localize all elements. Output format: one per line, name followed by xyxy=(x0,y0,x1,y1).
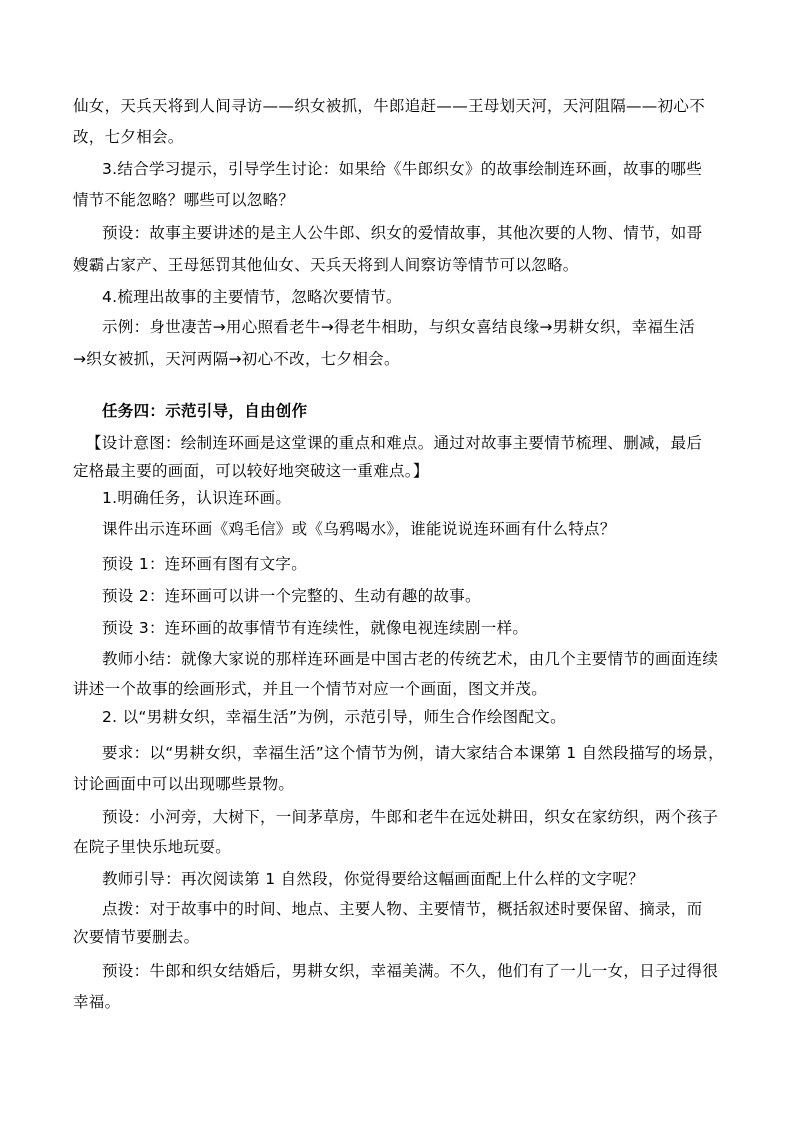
text-line-14: 课件出示连环画《鸡毛信》或《乌鸦喝水》，谁能说说连环画有什么特点？ xyxy=(102,520,616,538)
text-line-5: 预设：故事主要讲述的是主人公牛郎、织女的爱情故事，其他次要的人物、情节，如哥 xyxy=(102,224,703,242)
text-line-20: 2. 以“男耕女织，幸福生活”为例，示范引导，师生合作绘图配文。 xyxy=(102,708,566,726)
text-line-21: 要求：以“男耕女织，幸福生活”这个情节为例，请大家结合本课第 1 自然段描写的场景， xyxy=(102,744,724,762)
text-line-8: 示例：身世凄苦→用心照看老牛→得老牛相助，与织女喜结良缘→男耕女织，幸福生活 xyxy=(102,318,695,336)
text-line-17: 预设 3：连环画的故事情节有连续性，就像电视连续剧一样。 xyxy=(102,619,529,637)
text-line-13: 1.明确任务，认识连环画。 xyxy=(102,489,292,507)
text-line-24: 在院子里快乐地玩耍。 xyxy=(73,838,232,856)
text-line-16: 预设 2：连环画可以讲一个完整的、生动有趣的故事。 xyxy=(102,587,481,605)
text-line-28: 预设：牛郎和织女结婚后，男耕女织，幸福美满。不久，他们有了一儿一女，日子过得很 xyxy=(102,962,719,980)
text-line-3: 3.结合学习提示，引导学生讨论：如果给《牛郎织女》的故事绘制连环画，故事的哪些 xyxy=(102,160,702,178)
text-line-6: 嫂霸占家产、王母惩罚其他仙女、天兵天将到人间察访等情节可以忽略。 xyxy=(73,256,579,274)
text-line-11: 【设计意图：绘制连环画是这堂课的重点和难点。通过对故事主要情节梳理、删减，最后 xyxy=(86,434,703,452)
text-line-26: 点拨：对于故事中的时间、地点、主要人物、主要情节，概括叙述时要保留、摘录，而 xyxy=(102,900,703,918)
text-line-23: 预设：小河旁，大树下，一间茅草房，牛郎和老牛在远处耕田，织女在家纺织，两个孩子 xyxy=(102,808,719,826)
text-line-1: 仙女，天兵天将到人间寻访——织女被抓，牛郎追赶——王母划天河，天河阻隔——初心不 xyxy=(73,97,706,115)
text-line-7: 4.梳理出故事的主要情节，忽略次要情节。 xyxy=(102,288,402,306)
section-heading: 任务四：示范引导，自由创作 xyxy=(102,402,308,420)
text-line-27: 次要情节要删去。 xyxy=(73,928,200,946)
text-line-9: →织女被抓，天河两隔→初心不改，七夕相会。 xyxy=(73,350,400,368)
text-line-19: 讲述一个故事的绘画形式，并且一个情节对应一个画面，图文并茂。 xyxy=(73,680,548,698)
text-line-15: 预设 1：连环画有图有文字。 xyxy=(102,555,307,573)
text-line-25: 教师引导：再次阅读第 1 自然段，你觉得要给这幅画面配上什么样的文字呢？ xyxy=(102,870,645,888)
text-line-2: 改，七夕相会。 xyxy=(73,128,184,146)
text-line-22: 讨论画面中可以出现哪些景物。 xyxy=(73,775,295,793)
text-line-12: 定格最主要的画面，可以较好地突破这一重难点。】 xyxy=(73,462,429,480)
text-line-29: 幸福。 xyxy=(73,993,121,1011)
text-line-18: 教师小结：就像大家说的那样连环画是中国古老的传统艺术，由几个主要情节的画面连续 xyxy=(102,650,719,668)
text-line-4: 情节不能忽略？哪些可以忽略？ xyxy=(73,191,295,209)
